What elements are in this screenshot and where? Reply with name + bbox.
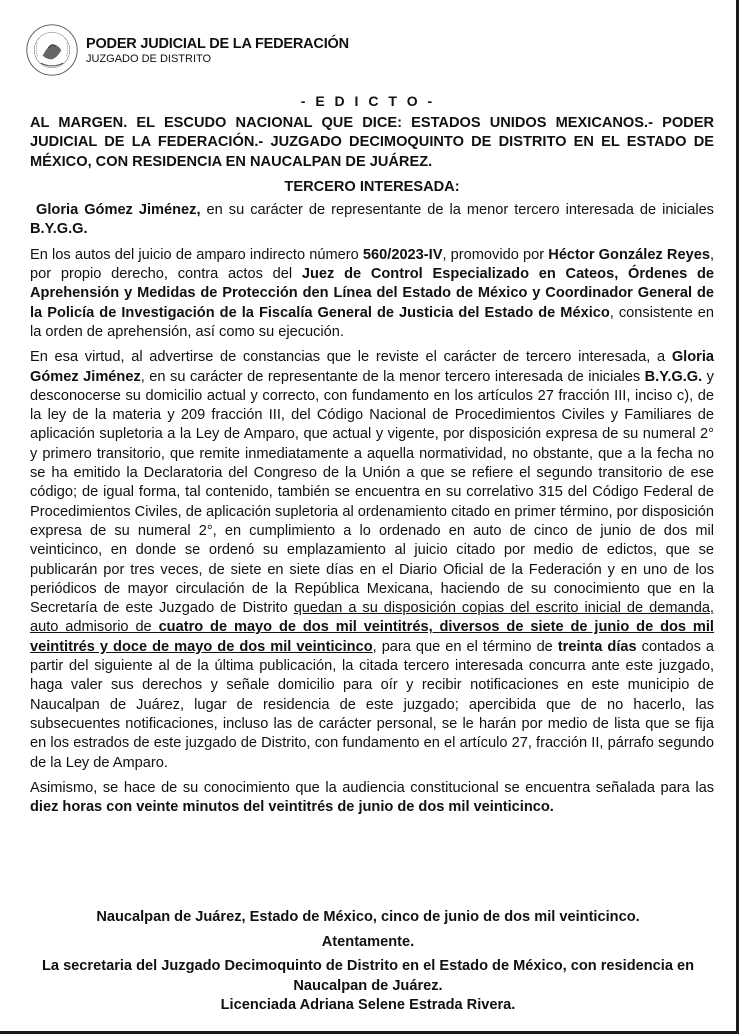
p2-text-2: , promovido por xyxy=(442,246,549,263)
document-title: - E D I C T O - xyxy=(300,93,436,109)
p3-text-2: , en su carácter de representante de la menor tercero interesada de iniciales xyxy=(140,368,645,385)
p4-text: Asimismo, se hace de su conocimiento que la audiencia constitucional se encuentra señalada para las xyxy=(30,779,714,796)
organization-name: PODER JUDICIAL DE LA FEDERACIÓN xyxy=(86,35,349,52)
p2-text-1: En los autos del juicio de amparo indirecto número xyxy=(30,246,363,263)
p1-initials: B.Y.G.G. xyxy=(30,221,88,238)
p3-underlined-dates: cuatro de mayo de dos mil veintitrés, diversos de siete de junio de dos mil veintitrés y doce de mayo de dos mil veinticinco xyxy=(30,619,714,655)
p3-text-4: , para que en el término de xyxy=(372,638,558,655)
paragraph-2 xyxy=(30,246,714,342)
edict-body xyxy=(30,114,714,823)
p3-text-5: contados a partir del siguiente al de la última publicación, la citada tercero interesada concurra ante este juzgado, haga valer sus derechos y señale domicilio para oír y recibir notificaciones en este municipio de Naucalpan de Juárez, lugar de residencia de este juzgado; apercibida que de no hacerlo, las subsecuentes notificaciones, incluso las de carácter personal, se le harán por medio de lista que se fija en los estrados de este juzgado de Distrito, con fundamento en el artículo 27, fracción II, párrafo segundo de la Ley de Amparo. xyxy=(30,638,715,771)
subheading: TERCERO INTERESADA: xyxy=(284,178,460,195)
secretary-role: La secretaria del Juzgado Decimoquinto de Distrito en el Estado de México, con residencia en Naucalpan de Juárez. xyxy=(41,958,695,994)
p2-text-3: , por propio derecho, contra actos del xyxy=(30,246,714,283)
p1-text: en su carácter de representante de la menor tercero interesada de iniciales xyxy=(200,202,714,219)
p2-authorities: Juez de Control Especializado en Cateos, Órdenes de Aprehensión y Medidas de Protección den Línea del Estado de México y Coordinador General de la Policía de Investigación de la Fiscalía General de Justicia del Estado de México xyxy=(30,266,714,321)
p4-hearing-time: diez horas con veinte minutos del veintitrés de junio de dos mil veinticinco. xyxy=(30,799,554,816)
secretary-name: Licenciada Adriana Selene Estrada Rivera. xyxy=(220,997,516,1013)
regards: Atentamente. xyxy=(321,933,415,950)
p2-text-4: , consistente en la orden de aprehensión, así como su ejecución. xyxy=(30,304,714,340)
heading: AL MARGEN. EL ESCUDO NACIONAL QUE DICE: ESTADOS UNIDOS MEXICANOS.- PODER JUDICIAL DE LA FEDERACIÓN.- JUZGADO DECIMOQUINTO DE DISTRITO EN EL ESTADO DE MÉXICO, CON RESIDENCIA EN NAUCALPAN DE JUÁREZ. xyxy=(30,115,714,170)
p2-plaintiff: Héctor González Reyes xyxy=(548,246,710,263)
letterhead xyxy=(24,20,349,80)
place-date: Naucalpan de Juárez, Estado de México, cinco de junio de dos mil veinticinco. xyxy=(96,909,640,925)
paragraph-3 xyxy=(30,348,714,773)
p1-name: Gloria Gómez Jiménez, xyxy=(36,202,201,219)
p3-term: treinta días xyxy=(557,638,637,655)
p3-underlined-text: quedan a su disposición copias del escrito inicial de demanda, auto admisorio de xyxy=(30,600,714,636)
court-name: JUZGADO DE DISTRITO xyxy=(86,52,212,65)
p3-text-1: En esa virtud, al advertirse de constancias que le reviste el carácter de tercero interesada, a xyxy=(30,349,672,366)
p2-case-number: 560/2023-IV xyxy=(362,246,443,263)
paragraph-1 xyxy=(30,201,714,240)
national-seal-icon xyxy=(24,22,80,78)
paragraph-4 xyxy=(30,779,714,818)
p3-initials: B.Y.G.G. xyxy=(644,368,703,385)
p3-text-3: y desconocerse su domicilio actual y correcto, con fundamento en los artículos 27 fracción III, inciso c), de la ley de la materia y 209 fracción III, del Código Nacional de Procedimientos Civiles y Familiares de aplicación supletoria a la Ley de Amparo, que actual y vigente, por disposición expresa de su numeral 2° y primero transitorio, que remite inmediatamente a aquella normatividad, no obstante, que a la fecha no se ha emitido la Declaratoria del Congreso de la Unión a que se refiere el segundo transitorio de ese código; de igual forma, tal contenido, también se encuentra en su correlativo 315 del Código Federal de Procedimientos Civiles, de aplicación supletoria al ordenamiento citado en primer término, por disposición expresa de su numeral 2°, en cumplimiento a lo ordenado en auto de cinco de junio de dos mil veinticinco, en donde se ordenó su emplazamiento al juicio citado por medio de edictos, que se publicarán por tres veces, de siete en siete días en el Diario Oficial de la Federación y en uno de los periódicos de mayor circulación de la República Mexicana, haciendo de su conocimiento que en la Secretaría de este Juzgado de Distrito xyxy=(30,368,714,617)
p3-name: Gloria Gómez Jiménez xyxy=(30,349,714,385)
closing-block xyxy=(20,908,716,1016)
